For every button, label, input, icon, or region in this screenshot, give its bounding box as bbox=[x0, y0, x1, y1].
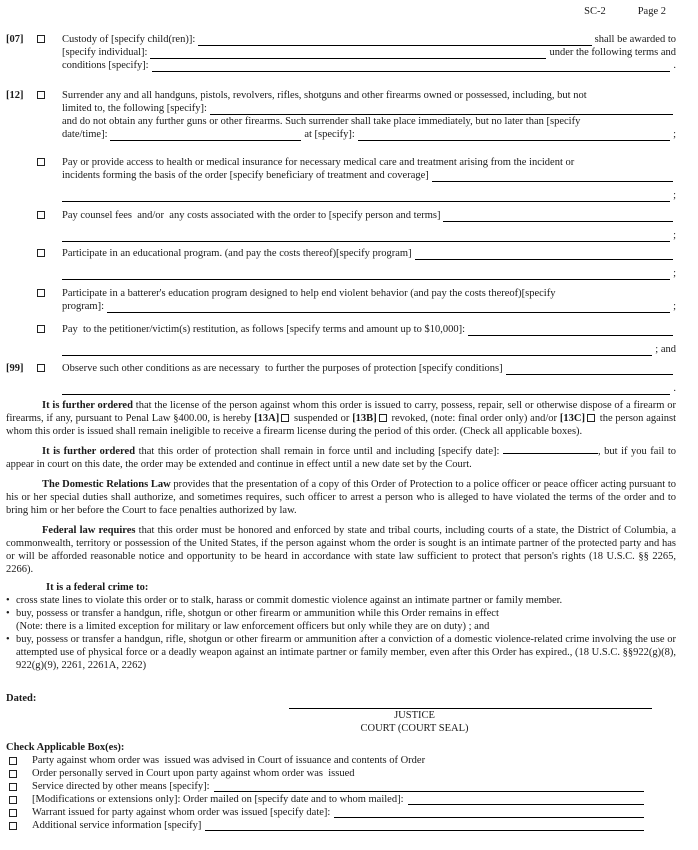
surrender-text-3: and do not obtain any further guns or other firearms. Such surrender shall take place immediately, but no later than [specify bbox=[62, 116, 581, 127]
counsel-fees-blank[interactable] bbox=[443, 212, 673, 222]
surrender-text-4: date/time]: bbox=[62, 129, 108, 140]
duration-text-1: that this order of protection shall remain in force until and including [specify date]: bbox=[135, 446, 503, 457]
insurance-checkbox-cell bbox=[34, 156, 62, 202]
custody-checkbox[interactable] bbox=[37, 35, 45, 43]
federal-law-text: that this order must be honored and enforced by state and tribal courts, including courts of a state, the District of Columbia, a commonwealth, territory or possession of the United States, if the person against whom the order is sought is an intimate partner of the protected party and has or will be afforded reasonable notice and opportunity to be heard in accordance with state law sufficient to protect that person's rights (18 U.S.C. §§ 2265, 2266). bbox=[6, 525, 676, 575]
surrender-firearms-checkbox[interactable] bbox=[37, 91, 45, 99]
federal-law-paragraph bbox=[6, 524, 676, 576]
service-row-2-text: Order personally served in Court upon party against whom order was issued bbox=[32, 768, 355, 779]
surrender-checkbox-cell bbox=[34, 89, 62, 141]
surrender-text-2: limited to, the following [specify]: bbox=[62, 103, 207, 114]
duration-text-2: , bbox=[597, 446, 601, 457]
educational-text-2: ; bbox=[673, 268, 676, 279]
federal-law-bold: Federal law requires bbox=[42, 525, 136, 536]
service-heading: Check Applicable Box(es): bbox=[6, 742, 125, 753]
license-text-3: revoked, (note: final order only) and/or bbox=[388, 413, 560, 424]
other-conditions-blank-2[interactable] bbox=[62, 385, 670, 395]
item-99-number: [99] bbox=[6, 363, 24, 374]
insurance-beneficiary-blank[interactable] bbox=[432, 172, 673, 182]
revoked-13b-checkbox[interactable] bbox=[379, 414, 387, 422]
custody-children-blank[interactable] bbox=[198, 36, 591, 46]
item-restitution bbox=[6, 323, 676, 356]
counsel-text-1: Pay counsel fees and/or any costs associated with the order to [specify person and terms] bbox=[62, 210, 441, 221]
other-means-blank[interactable] bbox=[214, 782, 644, 792]
batterer-text-3: ; bbox=[673, 301, 676, 312]
custody-text-1: Custody of [specify child(ren)]: bbox=[62, 34, 196, 45]
federal-crime-bullet-3 bbox=[6, 633, 676, 672]
signature-block bbox=[289, 708, 652, 735]
insurance-text-1: Pay or provide access to health or medical insurance for necessary medical care and treatment arising from the incident or bbox=[62, 157, 575, 168]
crime-bullet-2-text: buy, possess or transfer a handgun, rifle, shotgun or other firearm or ammunition while this Order remains in effect bbox=[16, 608, 499, 619]
service-row-warrant-issued bbox=[6, 806, 676, 819]
service-row-advised bbox=[6, 754, 676, 767]
federal-crime-heading: It is a federal crime to: bbox=[46, 582, 149, 593]
duration-text-3: but if you fail to appear in court on this date, the order may be extended and continue in effect until a new date set by the Court. bbox=[6, 446, 676, 470]
counsel-checkbox-cell bbox=[34, 209, 62, 242]
insurance-text-3: ; bbox=[673, 190, 676, 201]
order-duration-paragraph bbox=[6, 445, 676, 471]
educational-text-1: Participate in an educational program. (and pay the costs thereof)[specify program] bbox=[62, 248, 412, 259]
surrender-location-blank[interactable] bbox=[358, 131, 670, 141]
item-07-number: [07] bbox=[6, 34, 24, 45]
educational-program-blank[interactable] bbox=[415, 250, 673, 260]
service-row-4-text: [Modifications or extensions only]: Order mailed on [specify date and to whom mailed]: bbox=[32, 794, 404, 805]
license-text-1: that the license of the person against whom this order is issued to carry, possess, repair, sell or otherwise dispose of a firearm or firearms, if any, pursuant to Penal Law §400.00, is hereby bbox=[6, 400, 676, 424]
order-mailed-blank[interactable] bbox=[408, 795, 645, 805]
batterer-text-2: program]: bbox=[62, 301, 104, 312]
counsel-fees-blank-2[interactable] bbox=[62, 232, 670, 242]
further-ordered-bold-1: It is further ordered bbox=[42, 400, 133, 411]
batterer-text-1: Participate in a batterer's education program designed to help end violent behavior (and pay the costs thereof)[specify bbox=[62, 288, 556, 299]
service-row-order-mailed bbox=[6, 793, 676, 806]
service-row-additional-info bbox=[6, 819, 676, 832]
custody-checkbox-cell bbox=[34, 33, 62, 72]
domestic-relations-law-paragraph bbox=[6, 478, 676, 517]
restitution-blank-2[interactable] bbox=[62, 346, 652, 356]
item-restitution-body bbox=[62, 323, 676, 356]
spacer-number bbox=[6, 156, 34, 202]
other-conditions-text-1: Observe such other conditions as are necessary to further the purposes of protection [specify conditions] bbox=[62, 363, 503, 374]
surrender-datetime-blank[interactable] bbox=[110, 131, 301, 141]
counsel-fees-checkbox[interactable] bbox=[37, 211, 45, 219]
dated-label: Dated: bbox=[6, 693, 37, 704]
batterer-program-blank[interactable] bbox=[107, 303, 670, 313]
counsel-text-2: ; bbox=[673, 230, 676, 241]
batterer-checkbox-cell bbox=[34, 287, 62, 313]
additional-info-blank[interactable] bbox=[205, 821, 644, 831]
educational-checkbox-cell bbox=[34, 247, 62, 280]
item-surrender-firearms bbox=[6, 89, 676, 141]
batterer-program-checkbox[interactable] bbox=[37, 289, 45, 297]
drl-bold: The Domestic Relations Law bbox=[42, 479, 171, 490]
federal-crime-bullet-1 bbox=[6, 594, 676, 607]
label-13b: [13B] bbox=[352, 413, 377, 424]
item-insurance-body bbox=[62, 156, 676, 202]
surrender-text-6: ; bbox=[673, 129, 676, 140]
custody-text-5: conditions [specify]: bbox=[62, 60, 149, 71]
other-conditions-text-2: . bbox=[673, 383, 676, 394]
item-medical-insurance bbox=[6, 156, 676, 202]
custody-conditions-blank[interactable] bbox=[152, 62, 671, 72]
additional-info-checkbox[interactable] bbox=[9, 822, 17, 830]
license-text-4: the person against whom this order is issued shall remain ineligible to receive a firearm license during the period of this order. (Check all applicable boxes). bbox=[6, 413, 677, 437]
justice-label: JUSTICE bbox=[394, 710, 435, 721]
surrender-text-1: Surrender any and all handguns, pistols, revolvers, rifles, shotguns and other firearms owned or possessed, including, but not bbox=[62, 90, 587, 101]
medical-insurance-checkbox[interactable] bbox=[37, 158, 45, 166]
crime-bullet-3-text: buy, possess or transfer a handgun, rifle, shotgun or other firearm or ammunition after a conviction of a domestic violence-related crime involving the use or attempted use of physical force or a deadly weapon against an intimate partner or family member, even after this Order has expired., (18 U.S.C. §§922(g)(8), 922(g)(9), 2261, 2261A, 2262) bbox=[16, 634, 676, 671]
other-conditions-checkbox-cell bbox=[34, 362, 62, 395]
spacer-number bbox=[6, 287, 34, 313]
further-ordered-bold-2: It is further ordered bbox=[42, 446, 136, 457]
restitution-checkbox-cell bbox=[34, 323, 62, 356]
license-text-2: suspended or bbox=[291, 413, 353, 424]
label-13a: [13A] bbox=[254, 413, 280, 424]
service-row-6-text: Additional service information [specify] bbox=[32, 820, 202, 831]
page-number: Page 2 bbox=[637, 6, 666, 17]
educational-program-checkbox[interactable] bbox=[37, 249, 45, 257]
advised-in-court-checkbox[interactable] bbox=[9, 757, 17, 765]
crime-bullet-2-note: (Note: there is a limited exception for military or law enforcement officers but only while they are on duty) ; and bbox=[16, 621, 490, 632]
warrant-issued-blank[interactable] bbox=[334, 808, 644, 818]
crime-bullet-1-text: cross state lines to violate this order or to stalk, harass or commit domestic violence against an intimate partner or family member. bbox=[16, 595, 563, 606]
expiration-date-blank[interactable] bbox=[503, 445, 598, 454]
service-row-personally-served bbox=[6, 767, 676, 780]
service-row-other-means bbox=[6, 780, 676, 793]
spacer-number bbox=[6, 247, 34, 280]
suspended-13a-checkbox[interactable] bbox=[281, 414, 289, 422]
custody-text-4: under the following terms and bbox=[549, 47, 676, 58]
order-mailed-checkbox[interactable] bbox=[9, 796, 17, 804]
bullet-icon: • bbox=[6, 595, 10, 606]
service-row-3-text: Service directed by other means [specify]: bbox=[32, 781, 210, 792]
bullet-icon: • bbox=[6, 634, 10, 645]
other-conditions-blank[interactable] bbox=[506, 365, 673, 375]
firearm-license-paragraph bbox=[6, 399, 676, 438]
insurance-text-2: incidents forming the basis of the order [specify beneficiary of treatment and coverage] bbox=[62, 170, 429, 181]
custody-text-2: shall be awarded to bbox=[594, 34, 676, 45]
item-custody bbox=[6, 33, 676, 72]
item-counsel-body bbox=[62, 209, 676, 242]
drl-text: provides that the presentation of a copy of this Order of Protection to a police officer or peace officer acting pursuant to his or her special duties shall authorize, and sometimes requires, such officer to arrest a person who is alleged to have violated the terms of the order and to bring him or her before the Court to face penalties authorized by law. bbox=[6, 479, 676, 516]
restitution-checkbox[interactable] bbox=[37, 325, 45, 333]
custody-text-3: [specify individual]: bbox=[62, 47, 148, 58]
restitution-text-2: ; and bbox=[655, 344, 676, 355]
surrender-text-5: at [specify]: bbox=[304, 129, 355, 140]
surrender-specify-blank[interactable] bbox=[210, 105, 673, 115]
item-batterer-program bbox=[6, 287, 676, 313]
ineligible-13c-checkbox[interactable] bbox=[587, 414, 595, 422]
service-row-1-text: Party against whom order was issued was advised in Court of issuance and contents of Order bbox=[32, 755, 426, 766]
item-counsel-fees bbox=[6, 209, 676, 242]
item-batterer-body bbox=[62, 287, 676, 313]
personally-served-checkbox[interactable] bbox=[9, 770, 17, 778]
form-number: SC-2 bbox=[584, 6, 606, 17]
educational-program-blank-2[interactable] bbox=[62, 270, 670, 280]
item-other-conditions bbox=[6, 362, 676, 395]
insurance-beneficiary-blank-2[interactable] bbox=[62, 192, 670, 202]
court-seal-label: COURT (COURT SEAL) bbox=[360, 723, 469, 734]
item-other-conditions-body bbox=[62, 362, 676, 395]
item-educational-program bbox=[6, 247, 676, 280]
item-custody-body bbox=[62, 33, 676, 72]
label-13c: [13C] bbox=[559, 413, 585, 424]
custody-individual-blank[interactable] bbox=[150, 49, 546, 59]
other-means-checkbox[interactable] bbox=[9, 783, 17, 791]
warrant-issued-checkbox[interactable] bbox=[9, 809, 17, 817]
spacer-number bbox=[6, 323, 34, 356]
service-row-5-text: Warrant issued for party against whom order was issued [specify date]: bbox=[32, 807, 331, 818]
page-header bbox=[6, 5, 676, 18]
bullet-icon: • bbox=[6, 608, 10, 619]
other-conditions-checkbox[interactable] bbox=[37, 364, 45, 372]
item-educational-body bbox=[62, 247, 676, 280]
federal-crime-bullet-2 bbox=[6, 607, 676, 620]
restitution-text-1: Pay to the petitioner/victim(s) restitution, as follows [specify terms and amount up to $10,000]: bbox=[62, 324, 466, 335]
item-surrender-body bbox=[62, 89, 676, 141]
restitution-blank[interactable] bbox=[468, 326, 673, 336]
spacer-number bbox=[6, 209, 34, 242]
item-12-number: [12] bbox=[6, 90, 24, 101]
custody-text-6: . bbox=[673, 60, 676, 71]
